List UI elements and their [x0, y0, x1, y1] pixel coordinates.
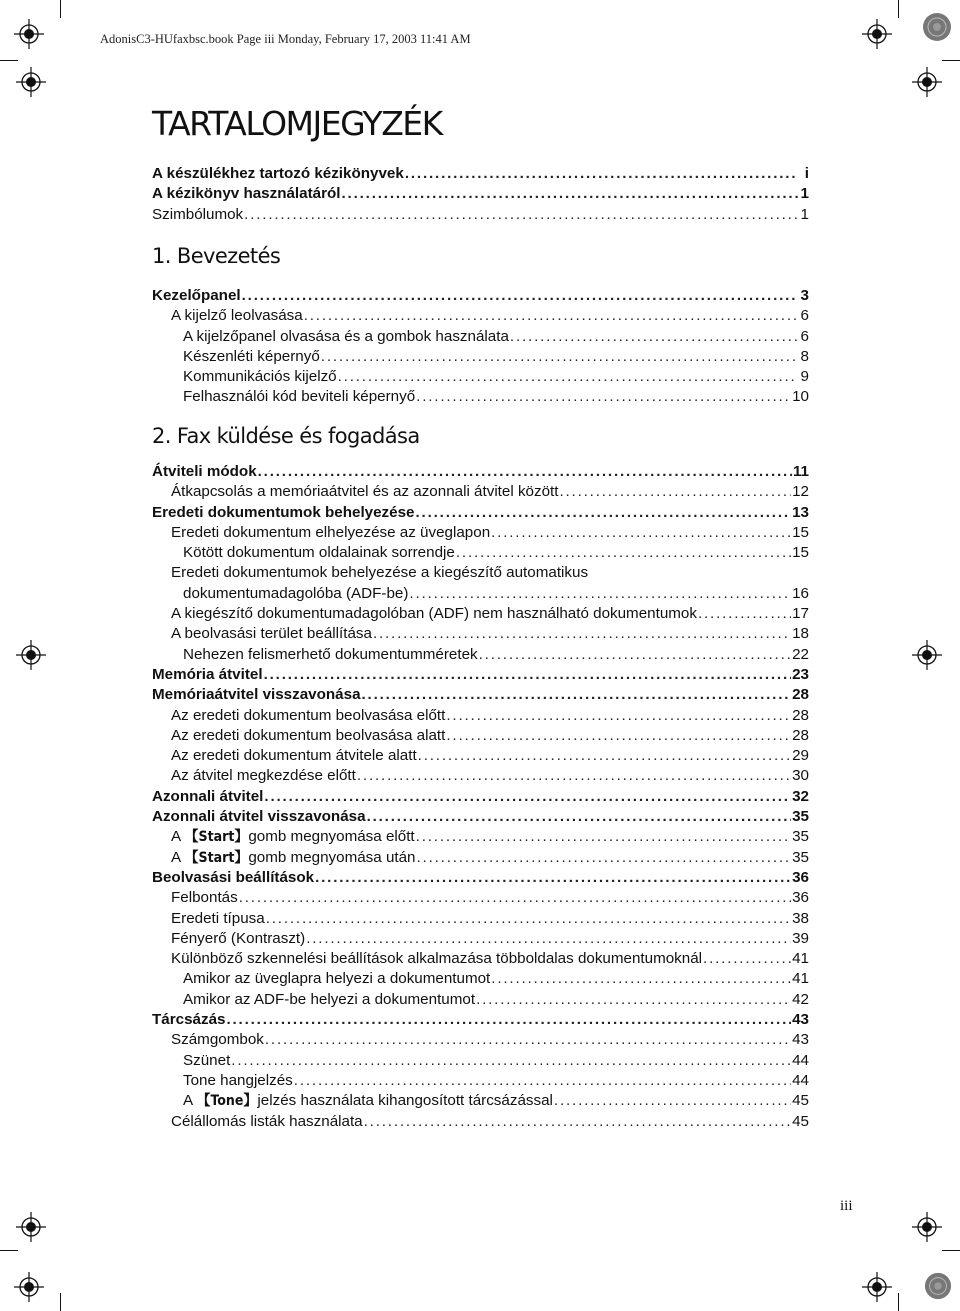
toc-entry-label: Átkapcsolás a memóriaátvitel és az azonnali átvitel között: [171, 483, 559, 501]
dot-leader: [698, 604, 791, 624]
toc-page-number: 45: [792, 1112, 809, 1130]
dot-leader: [264, 787, 791, 807]
dot-leader: [703, 949, 791, 969]
dot-leader: [294, 1071, 791, 1091]
toc-page-number: 9: [800, 368, 809, 386]
dot-leader: [231, 1051, 791, 1071]
toc-entry-label: Célállomás listák használata: [171, 1112, 363, 1130]
toc-page-number: 44: [792, 1051, 809, 1069]
toc-entry[interactable]: [152, 347, 809, 367]
toc-entry-label: Fényerő (Kontraszt): [171, 929, 306, 947]
toc-entry-label: Kommunikációs kijelző: [183, 368, 337, 386]
toc-entry-label: Nehezen felismerhető dokumentumméretek: [183, 645, 478, 663]
toc-entry[interactable]: [152, 184, 809, 204]
toc-page-number: 28: [792, 686, 809, 704]
page-title: TARTALOMJEGYZÉK: [152, 104, 442, 143]
toc-page-number: 43: [792, 1031, 809, 1049]
toc-entry-label: Az eredeti dokumentum beolvasása alatt: [171, 726, 446, 744]
toc-entry-label: [171, 827, 415, 847]
dot-leader: [342, 184, 798, 204]
toc-entry-label: Memória átvitel: [152, 665, 263, 683]
chapter-heading: 2. Fax küldése és fogadása: [152, 424, 420, 448]
dot-leader: [362, 685, 792, 705]
crop-mark: [0, 60, 18, 61]
dot-leader: [554, 1091, 791, 1111]
registration-mark-icon: [862, 19, 892, 49]
toc-page-number: 41: [792, 950, 809, 968]
toc-entry[interactable]: [152, 1010, 809, 1030]
toc-entry-label-suffix: jelzés használata kihangosított tárcsázással: [257, 1092, 553, 1110]
toc-entry[interactable]: [152, 949, 809, 969]
registration-mark-icon: [16, 67, 46, 97]
toc-page-number: 8: [800, 347, 809, 365]
registration-mark-icon: [862, 1272, 892, 1302]
toc-page-number: 30: [792, 767, 809, 785]
toc-entry[interactable]: [152, 387, 809, 407]
dot-leader: [491, 969, 791, 989]
color-target-icon: [924, 1272, 952, 1300]
dot-leader: [416, 387, 791, 407]
toc-entry-label: Kezelőpanel: [152, 287, 241, 304]
toc-page-number: 42: [792, 990, 809, 1008]
toc-entry[interactable]: [152, 563, 809, 583]
toc-entry[interactable]: [152, 327, 809, 347]
toc-chapter2-section: [152, 462, 809, 1132]
toc-entry[interactable]: [152, 645, 809, 665]
dot-leader: [367, 807, 792, 827]
registration-mark-icon: [912, 67, 942, 97]
registration-mark-icon: [16, 1212, 46, 1242]
toc-entry-label: Eredeti típusa: [171, 909, 265, 927]
toc-page-number: 15: [792, 544, 809, 562]
dot-leader: [416, 503, 792, 523]
toc-entry-label: Az eredeti dokumentum beolvasása előtt: [171, 706, 446, 724]
toc-page-number: 38: [792, 909, 809, 927]
toc-front-section: [152, 164, 809, 225]
tone-key-label: 【Tone】: [196, 1093, 258, 1110]
dot-leader: [242, 286, 798, 306]
toc-entry[interactable]: [152, 685, 809, 705]
toc-entry-label-suffix: gomb megnyomása után: [248, 848, 416, 866]
toc-entry[interactable]: [152, 306, 809, 326]
toc-page-number: 35: [792, 848, 809, 866]
dot-leader: [304, 306, 798, 326]
toc-page-number: 12: [792, 483, 809, 501]
toc-page-number: 44: [792, 1071, 809, 1089]
toc-page-number: 32: [792, 787, 809, 805]
toc-page-number: 28: [792, 706, 809, 724]
toc-entry-label: Szünet: [183, 1051, 231, 1069]
toc-entry[interactable]: [152, 1051, 809, 1071]
toc-page-number: 29: [792, 747, 809, 765]
crop-mark: [60, 0, 61, 18]
dot-leader: [239, 888, 791, 908]
toc-entry-label: Szimbólumok: [152, 205, 244, 223]
registration-mark-icon: [912, 1212, 942, 1242]
toc-entry-label: A kézikönyv használatáról: [152, 185, 341, 203]
toc-entry[interactable]: [152, 205, 809, 225]
crop-mark: [898, 0, 899, 18]
toc-entry-label: Tone hangjelzés: [183, 1071, 293, 1089]
dot-leader: [510, 327, 798, 347]
chapter-heading: 1. Bevezetés: [152, 244, 281, 268]
toc-page-number: 13: [792, 503, 809, 521]
toc-entry-continuation[interactable]: [152, 584, 809, 604]
toc-page-number: 3: [800, 287, 809, 304]
file-header: AdonisC3-HUfaxbsc.book Page iii Monday, February 17, 2003 11:41 AM: [100, 32, 471, 46]
toc-entry[interactable]: [152, 787, 809, 807]
toc-entry[interactable]: [152, 827, 809, 847]
toc-entry-label: Eredeti dokumentumok behelyezése a kiegészítő automatikus: [171, 564, 589, 582]
dot-leader: [244, 205, 798, 225]
dot-leader: [417, 848, 792, 868]
toc-entry-label: Kötött dokumentum oldalainak sorrendje: [183, 544, 455, 562]
toc-entry-label: [171, 848, 416, 868]
registration-mark-icon: [14, 19, 44, 49]
toc-entry[interactable]: [152, 1071, 809, 1091]
toc-entry[interactable]: [152, 286, 809, 306]
toc-entry-label: Készenléti képernyő: [183, 347, 320, 365]
toc-entry-label: A készülékhez tartozó kézikönyvek: [152, 165, 404, 182]
toc-entry[interactable]: [152, 848, 809, 868]
dot-leader: [258, 462, 792, 482]
start-key-label: 【Start】: [184, 829, 249, 846]
toc-entry[interactable]: [152, 164, 809, 184]
dot-leader: [321, 347, 798, 367]
toc-page-number: 41: [792, 970, 809, 988]
crop-mark: [942, 1250, 960, 1251]
toc-page-number: 39: [792, 929, 809, 947]
dot-leader: [559, 482, 791, 502]
toc-entry-label-suffix: gomb megnyomása előtt: [248, 828, 415, 846]
toc-page-number: 11: [792, 463, 809, 480]
toc-chapter1-section: [152, 286, 809, 408]
dot-leader: [418, 746, 791, 766]
dot-leader: [491, 523, 791, 543]
toc-page-number: 28: [792, 726, 809, 744]
dot-leader: [264, 665, 792, 685]
toc-entry-label: A kiegészítő dokumentumadagolóban (ADF) nem használható dokumentumok: [171, 605, 697, 623]
toc-entry[interactable]: [152, 1112, 809, 1132]
toc-entry[interactable]: [152, 624, 809, 644]
registration-mark-icon: [16, 640, 46, 670]
dot-leader: [476, 990, 791, 1010]
dot-leader: [479, 645, 791, 665]
toc-page-number: 36: [792, 889, 809, 907]
toc-entry-label: A beolvasási terület beállítása: [171, 625, 372, 643]
toc-entry[interactable]: [152, 503, 809, 523]
toc-entry[interactable]: [152, 888, 809, 908]
toc-page-number: 10: [792, 388, 809, 406]
dot-leader: [456, 543, 791, 563]
dot-leader: [364, 1112, 791, 1132]
dot-leader: [373, 624, 791, 644]
dot-leader: [357, 766, 791, 786]
toc-entry-label: A kijelzőpanel olvasása és a gombok használata: [183, 327, 509, 345]
dot-leader: [265, 1030, 791, 1050]
toc-entry-label: [183, 1091, 553, 1111]
toc-page-number: 36: [792, 868, 809, 886]
registration-mark-icon: [14, 1272, 44, 1302]
toc-entry-label: A kijelző leolvasása: [171, 307, 303, 325]
toc-page-number: 1: [800, 185, 809, 203]
toc-entry[interactable]: [152, 523, 809, 543]
toc-page-number: 18: [792, 625, 809, 643]
dot-leader: [338, 367, 798, 387]
dot-leader: [446, 706, 791, 726]
toc-entry[interactable]: [152, 1030, 809, 1050]
toc-entry-label: Különböző szkennelési beállítások alkalmazása többoldalas dokumentumoknál: [171, 950, 703, 968]
toc-page-number: 6: [800, 307, 809, 325]
toc-page-number: 23: [792, 665, 809, 683]
toc-entry[interactable]: [152, 929, 809, 949]
toc-entry[interactable]: [152, 706, 809, 726]
toc-entry-label-prefix: A: [171, 848, 185, 866]
toc-entry-label: Átviteli módok: [152, 463, 257, 480]
toc-entry[interactable]: [152, 868, 809, 888]
page-number: iii: [840, 1198, 853, 1214]
toc-page-number: i: [804, 165, 809, 182]
toc-entry-label: Memóriaátvitel visszavonása: [152, 686, 361, 704]
crop-mark: [0, 1250, 18, 1251]
toc-entry-label: Felbontás: [171, 889, 238, 907]
toc-page-number: 22: [792, 645, 809, 663]
crop-mark: [60, 1293, 61, 1311]
toc-entry-label-prefix: A: [171, 828, 185, 846]
toc-entry-label: Tárcsázás: [152, 1011, 226, 1029]
toc-entry[interactable]: [152, 766, 809, 786]
toc-entry-label: Számgombok: [171, 1031, 264, 1049]
crop-mark: [898, 1293, 899, 1311]
toc-entry-label: Amikor az üveglapra helyezi a dokumentumot: [183, 970, 491, 988]
toc-page-number: 1: [800, 205, 809, 223]
dot-leader: [226, 1010, 791, 1030]
toc-page-number: 35: [792, 808, 809, 826]
toc-entry[interactable]: [152, 665, 809, 685]
toc-entry[interactable]: [152, 604, 809, 624]
toc-entry-label-prefix: A: [183, 1092, 197, 1110]
toc-entry[interactable]: [152, 1091, 809, 1111]
toc-entry[interactable]: [152, 367, 809, 387]
dot-leader: [405, 164, 798, 184]
toc-page-number: 6: [800, 327, 809, 345]
dot-leader: [409, 584, 791, 604]
toc-entry-label: Eredeti dokumentum elhelyezése az üveglapon: [171, 523, 491, 541]
toc-page-number: 15: [792, 523, 809, 541]
dot-leader: [266, 909, 791, 929]
toc-entry[interactable]: [152, 807, 809, 827]
toc-entry[interactable]: [152, 746, 809, 766]
toc-entry-label: Azonnali átvitel visszavonása: [152, 808, 366, 826]
dot-leader: [315, 868, 791, 888]
toc-entry-label: dokumentumadagolóba (ADF-be): [183, 584, 409, 602]
toc-entry-label: Azonnali átvitel: [152, 787, 264, 805]
toc-page-number: 17: [792, 605, 809, 623]
dot-leader: [446, 726, 791, 746]
toc-entry[interactable]: [152, 543, 809, 563]
registration-mark-icon: [912, 640, 942, 670]
toc-page-number: 43: [792, 1011, 809, 1029]
toc-entry-label: Eredeti dokumentumok behelyezése: [152, 503, 415, 521]
color-target-icon: [922, 12, 952, 42]
toc-entry[interactable]: [152, 482, 809, 502]
toc-entry-label: Az eredeti dokumentum átvitele alatt: [171, 747, 417, 765]
toc-page-number: 16: [792, 584, 809, 602]
toc-entry[interactable]: [152, 726, 809, 746]
toc-entry[interactable]: [152, 990, 809, 1010]
toc-entry[interactable]: [152, 462, 809, 482]
dot-leader: [416, 827, 791, 847]
toc-entry-label: Amikor az ADF-be helyezi a dokumentumot: [183, 990, 476, 1008]
toc-entry[interactable]: [152, 909, 809, 929]
dot-leader: [306, 929, 791, 949]
toc-page-number: 35: [792, 828, 809, 846]
toc-entry-label: Beolvasási beállítások: [152, 868, 315, 886]
start-key-label: 【Start】: [184, 849, 249, 866]
toc-entry-label: Felhasználói kód beviteli képernyő: [183, 388, 416, 406]
toc-entry-label: Az átvitel megkezdése előtt: [171, 767, 356, 785]
toc-entry[interactable]: [152, 969, 809, 989]
toc-page-number: 45: [792, 1092, 809, 1110]
crop-mark: [942, 60, 960, 61]
